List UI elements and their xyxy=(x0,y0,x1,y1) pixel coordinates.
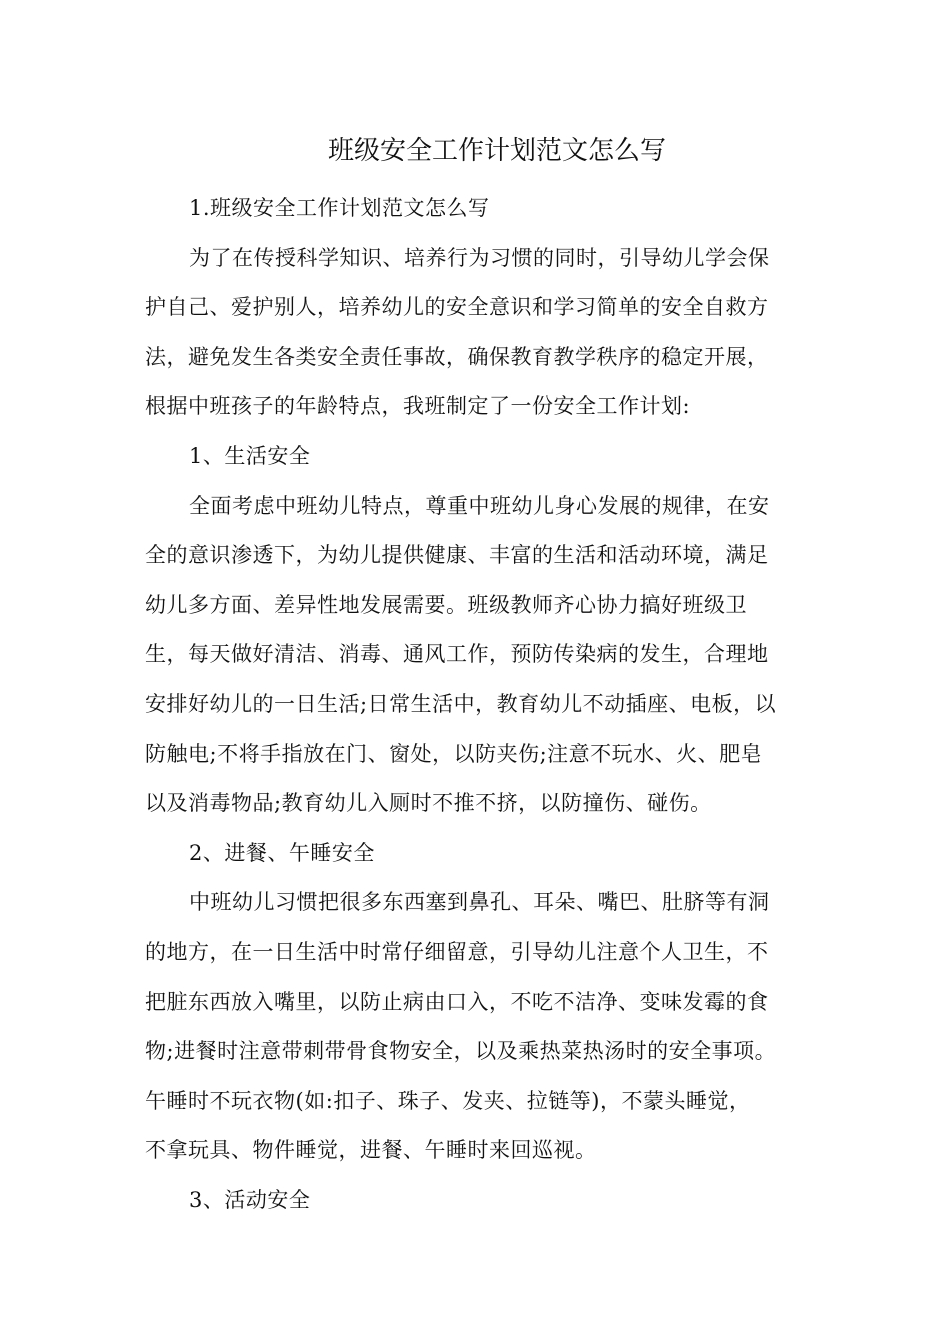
paragraph-line: 中班幼儿习惯把很多东西塞到鼻孔、耳朵、嘴巴、肚脐等有洞 xyxy=(189,890,770,915)
section-heading: 1.班级安全工作计划范文怎么写 xyxy=(189,196,490,220)
paragraph-line: 午睡时不玩衣物(如:扣子、珠子、发夹、拉链等)，不蒙头睡觉， xyxy=(145,1088,751,1113)
section-heading-life-safety: 1、生活安全 xyxy=(189,443,311,468)
paragraph-line: 全的意识渗透下，为幼儿提供健康、丰富的生活和活动环境，满足 xyxy=(145,543,769,568)
paragraph-line: 安排好幼儿的一日生活;日常生活中，教育幼儿不动插座、电板，以 xyxy=(145,691,777,716)
section-heading-activity-safety: 3、活动安全 xyxy=(189,1187,311,1212)
paragraph-line: 物;进餐时注意带刺带骨食物安全，以及乘热菜热汤时的安全事项。 xyxy=(145,1039,777,1064)
document-body xyxy=(145,129,807,1225)
section-heading-meal-nap-safety: 2、进餐、午睡安全 xyxy=(189,840,375,865)
paragraph-line: 的地方，在一日生活中时常仔细留意，引导幼儿注意个人卫生，不 xyxy=(145,939,769,964)
paragraph-meal-nap-safety xyxy=(145,878,807,1176)
paragraph-life-safety xyxy=(145,482,807,829)
paragraph-line: 护自己、爱护别人，培养幼儿的安全意识和学习简单的安全自救方 xyxy=(145,295,769,320)
paragraph-intro xyxy=(145,234,807,432)
document-title: 班级安全工作计划范文怎么写 xyxy=(327,136,666,166)
paragraph-line: 防触电;不将手指放在门、窗处，以防夹伤;注意不玩水、火、肥皂 xyxy=(145,741,763,766)
paragraph-line: 根据中班孩子的年龄特点，我班制定了一份安全工作计划: xyxy=(145,394,691,419)
paragraph-line: 生，每天做好清洁、消毒、通风工作，预防传染病的发生，合理地 xyxy=(145,642,769,667)
paragraph-line: 以及消毒物品;教育幼儿入厕时不推不挤，以防撞伤、碰伤。 xyxy=(145,791,712,816)
paragraph-line: 幼儿多方面、差异性地发展需要。班级教师齐心协力搞好班级卫 xyxy=(145,592,747,617)
paragraph-line: 把脏东西放入嘴里，以防止病由口入，不吃不洁净、变味发霉的食 xyxy=(145,989,769,1014)
paragraph-line: 为了在传授科学知识、培养行为习惯的同时，引导幼儿学会保 xyxy=(189,245,770,270)
paragraph-line: 不拿玩具、物件睡觉，进餐、午睡时来回巡视。 xyxy=(145,1138,597,1163)
paragraph-line: 全面考虑中班幼儿特点，尊重中班幼儿身心发展的规律，在安 xyxy=(189,493,770,518)
paragraph-line: 法，避免发生各类安全责任事故，确保教育教学秩序的稳定开展， xyxy=(145,344,769,369)
